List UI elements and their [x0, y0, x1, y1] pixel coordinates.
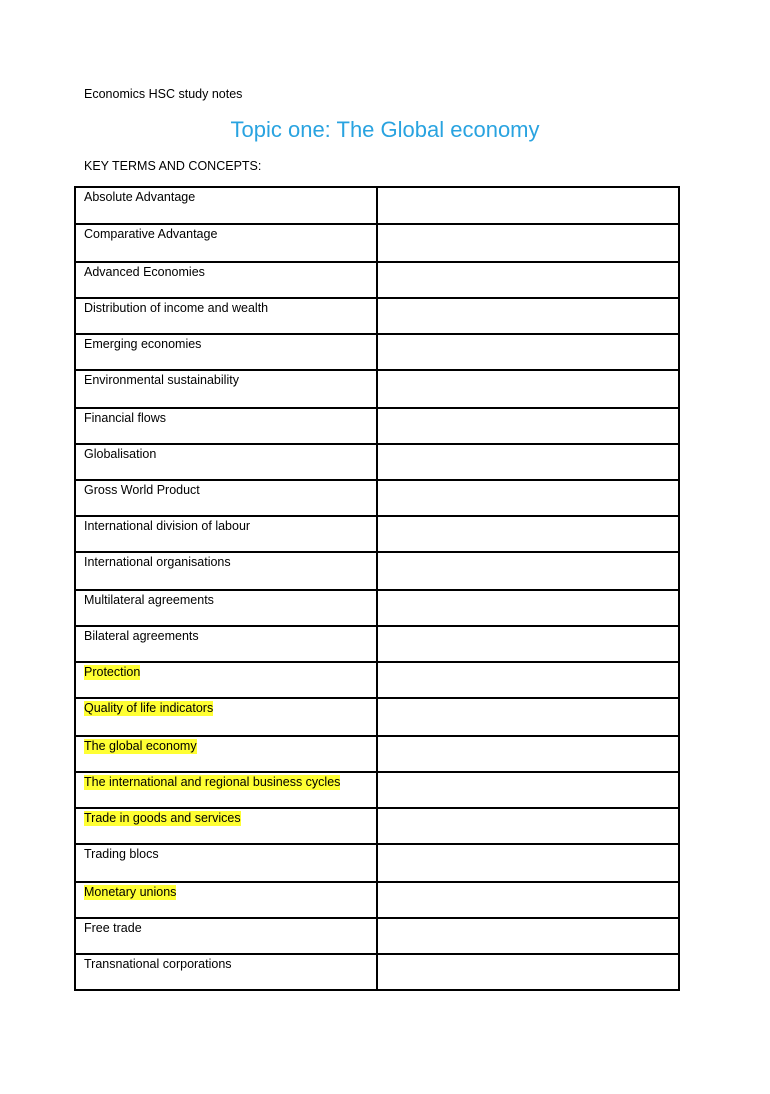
term-cell: [75, 590, 377, 626]
table-row: [75, 662, 679, 698]
section-label: KEY TERMS AND CONCEPTS:: [84, 159, 262, 173]
term-cell: [75, 516, 377, 552]
term-cell: [75, 772, 377, 808]
header-note: Economics HSC study notes: [84, 87, 243, 101]
table-row: [75, 590, 679, 626]
definition-cell: [377, 736, 679, 772]
definition-cell: [377, 590, 679, 626]
term-cell: [75, 698, 377, 736]
term-cell: [75, 444, 377, 480]
term-cell: [75, 298, 377, 334]
term-cell: [75, 262, 377, 298]
table-row: [75, 480, 679, 516]
highlighted-term-label: Trade in goods and services: [84, 811, 241, 825]
term-label: Comparative Advantage: [84, 227, 218, 241]
table-row: [75, 187, 679, 224]
term-label: Trading blocs: [84, 847, 159, 861]
definition-cell: [377, 772, 679, 808]
table-row: [75, 298, 679, 334]
table-row: [75, 808, 679, 844]
term-cell: [75, 736, 377, 772]
key-terms-table-body: [75, 187, 679, 990]
highlighted-term-label: Quality of life indicators: [84, 701, 214, 715]
definition-cell: [377, 516, 679, 552]
table-row: [75, 626, 679, 662]
definition-cell: [377, 334, 679, 370]
table-row: [75, 844, 679, 882]
term-label: Distribution of income and wealth: [84, 301, 269, 315]
table-row: [75, 224, 679, 262]
term-label: Multilateral agreements: [84, 593, 214, 607]
term-cell: [75, 844, 377, 882]
term-label: Emerging economies: [84, 337, 202, 351]
definition-cell: [377, 224, 679, 262]
definition-cell: [377, 844, 679, 882]
definition-cell: [377, 698, 679, 736]
definition-cell: [377, 808, 679, 844]
term-cell: [75, 882, 377, 918]
highlighted-term-label: Protection: [84, 665, 141, 679]
definition-cell: [377, 918, 679, 954]
table-row: [75, 370, 679, 408]
definition-cell: [377, 444, 679, 480]
term-cell: [75, 187, 377, 224]
term-label: Transnational corporations: [84, 957, 232, 971]
table-row: [75, 552, 679, 590]
table-row: [75, 516, 679, 552]
definition-cell: [377, 552, 679, 590]
term-cell: [75, 370, 377, 408]
term-cell: [75, 408, 377, 444]
term-label: Environmental sustainability: [84, 373, 239, 387]
table-row: [75, 698, 679, 736]
term-cell: [75, 954, 377, 990]
term-label: International division of labour: [84, 519, 251, 533]
term-label: Bilateral agreements: [84, 629, 199, 643]
term-label: Advanced Economies: [84, 265, 205, 279]
term-label: Absolute Advantage: [84, 190, 196, 204]
term-cell: [75, 480, 377, 516]
key-terms-table: [74, 186, 680, 991]
definition-cell: [377, 370, 679, 408]
highlighted-term-label: Monetary unions: [84, 885, 177, 899]
term-cell: [75, 626, 377, 662]
definition-cell: [377, 298, 679, 334]
term-label: Financial flows: [84, 411, 166, 425]
highlighted-term-label: The international and regional business cycles: [84, 775, 341, 789]
table-row: [75, 736, 679, 772]
definition-cell: [377, 262, 679, 298]
table-row: [75, 262, 679, 298]
term-cell: [75, 334, 377, 370]
table-row: [75, 334, 679, 370]
term-cell: [75, 224, 377, 262]
term-cell: [75, 552, 377, 590]
term-cell: [75, 918, 377, 954]
highlighted-term-label: The global economy: [84, 739, 197, 753]
definition-cell: [377, 954, 679, 990]
table-row: [75, 444, 679, 480]
table-row: [75, 408, 679, 444]
definition-cell: [377, 408, 679, 444]
definition-cell: [377, 187, 679, 224]
term-label: Globalisation: [84, 447, 157, 461]
definition-cell: [377, 480, 679, 516]
term-label: Free trade: [84, 921, 142, 935]
table-row: [75, 918, 679, 954]
table-row: [75, 954, 679, 990]
term-cell: [75, 808, 377, 844]
table-row: [75, 772, 679, 808]
page-title: Topic one: The Global economy: [230, 117, 540, 142]
table-row: [75, 882, 679, 918]
term-label: Gross World Product: [84, 483, 200, 497]
definition-cell: [377, 626, 679, 662]
term-cell: [75, 662, 377, 698]
definition-cell: [377, 662, 679, 698]
definition-cell: [377, 882, 679, 918]
term-label: International organisations: [84, 555, 231, 569]
